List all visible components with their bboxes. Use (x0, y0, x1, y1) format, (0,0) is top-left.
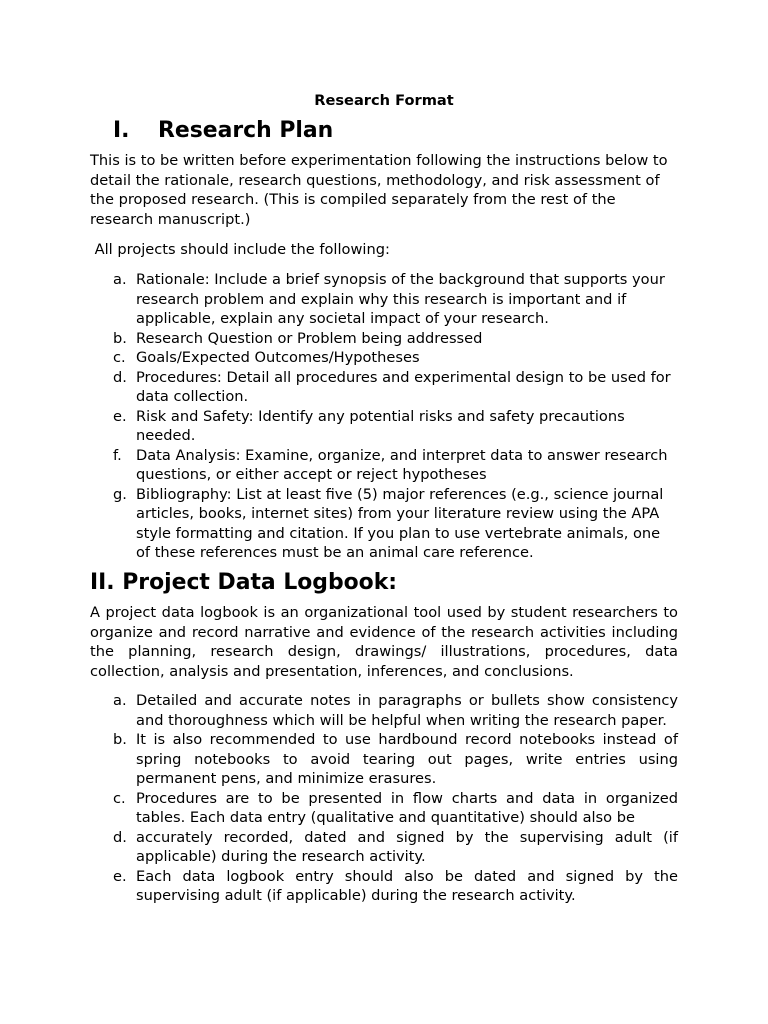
section1-number: I. (113, 118, 130, 143)
section2-intro: A project data logbook is an organizational tool used by student researchers to organize and record narrative and evidence of the research activities including the planning, research design, drawings/ illustrations, procedures, data collection, analysis and presentation, inferences, and conclusions. (90, 604, 678, 680)
list-marker: b. (113, 329, 127, 347)
section1-intro: This is to be written before experimentation following the instructions below to detail the rationale, research questions, methodology, and risk assessment of the proposed research. (This is compiled separately from the rest of the research manuscript.) (90, 152, 668, 228)
list-item-text: Each data logbook entry should also be dated and signed by the supervising adult (if applicable) during the research activity. (136, 867, 678, 904)
list-item-text: Detailed and accurate notes in paragraphs or bullets show consistency and thoroughness which will be helpful when writing the research paper. (136, 692, 678, 729)
section1-heading-text: Research Plan (158, 118, 334, 143)
list-marker: c. (113, 349, 126, 366)
list-marker: d. (113, 828, 127, 846)
section2-heading: II. Project Data Logbook: (90, 570, 398, 595)
list-item (90, 867, 678, 906)
list-item (90, 446, 678, 485)
list-item (90, 368, 678, 407)
section2-list (90, 691, 678, 906)
list-item (90, 348, 678, 368)
list-marker: e. (113, 407, 127, 425)
list-item-text: Research Question or Problem being addressed (136, 329, 483, 347)
list-item (90, 270, 678, 329)
list-item-text: Goals/Expected Outcomes/Hypotheses (136, 349, 420, 366)
list-item-text: accurately recorded, dated and signed by the supervising adult (if applicable) during the research activity. (136, 828, 678, 865)
section1-lead: All projects should include the following: (90, 241, 390, 258)
list-marker: f. (113, 446, 122, 464)
list-item-text: Bibliography: List at least five (5) major references (e.g., science journal articles, books, internet sites) from your literature review using the APA style formatting and citation. If you plan to use vertebrate animals, one of these references must be an animal care reference. (136, 485, 664, 561)
list-item-text: Risk and Safety: Identify any potential risks and safety precautions needed. (136, 407, 625, 444)
list-item (90, 730, 678, 789)
section1-list (90, 270, 678, 563)
list-marker: a. (113, 271, 127, 288)
list-item (90, 485, 678, 563)
list-item-text: Data Analysis: Examine, organize, and interpret data to answer research questions, or either accept or reject hypotheses (136, 446, 668, 483)
list-marker: c. (113, 789, 126, 807)
list-marker: e. (113, 867, 127, 885)
list-item-text: Rationale: Include a brief synopsis of the background that supports your research problem and explain why this research is important and if applicable, explain any societal impact of your research. (136, 271, 665, 327)
list-item-text: Procedures are to be presented in flow charts and data in organized tables. Each data entry (qualitative and quantitative) should also be (136, 789, 678, 826)
list-marker: b. (113, 731, 127, 748)
list-item (90, 407, 678, 446)
list-marker: d. (113, 368, 127, 386)
list-item (90, 329, 678, 349)
list-item-text: It is also recommended to use hardbound record notebooks instead of spring notebooks to avoid tearing out pages, write entries using permanent pens, and minimize erasures. (136, 731, 678, 787)
list-item (90, 691, 678, 730)
document-title: Research Format (314, 92, 454, 109)
list-item (90, 828, 678, 867)
list-marker: g. (113, 485, 127, 503)
list-marker: a. (113, 692, 127, 709)
section1-heading (113, 118, 334, 143)
list-item-text: Procedures: Detail all procedures and experimental design to be used for data collection. (136, 368, 671, 405)
list-item (90, 789, 678, 828)
